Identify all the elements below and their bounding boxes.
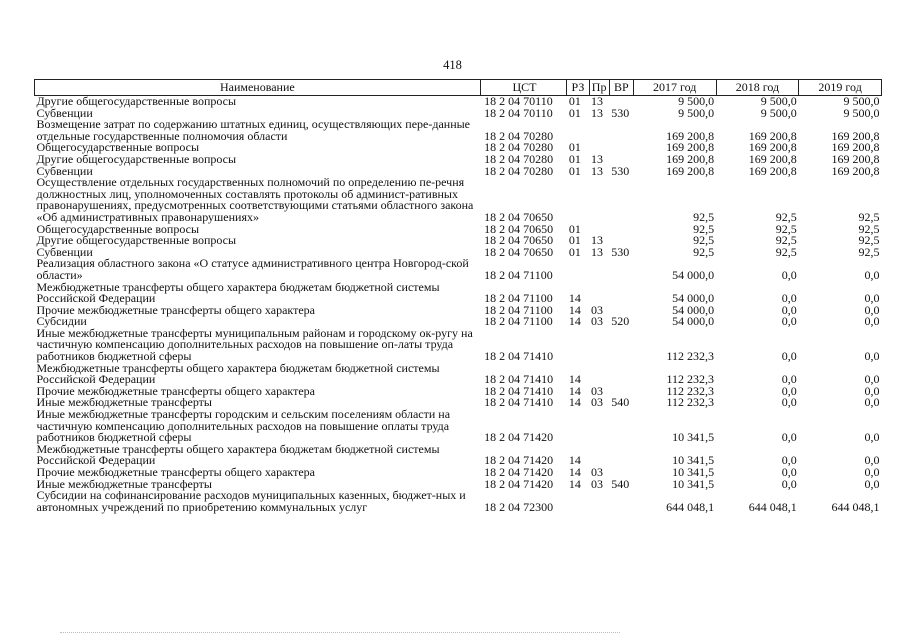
column-header-cst: ЦСТ [480, 80, 567, 96]
column-header-pr: Пр [589, 80, 609, 96]
row-value-2019: 169 200,8 [831, 163, 880, 178]
row-name: Другие общегосударственные вопросы [36, 94, 237, 108]
row-rz [567, 409, 589, 444]
row-value-2017: 169 200,8 [666, 151, 715, 166]
row-rz: 01 [568, 105, 581, 120]
row-value-2018: 169 200,8 [748, 140, 797, 155]
row-value-2018: 0,0 [781, 372, 797, 387]
row-rz: 01 [568, 233, 581, 248]
row-cst: 18 2 04 71100 [484, 314, 553, 329]
column-header-2017: 2017 год [633, 80, 716, 96]
table-row [35, 444, 882, 467]
row-value-2017: 9 500,0 [678, 94, 715, 108]
row-pr [589, 490, 609, 513]
row-cst: 18 2 04 71420 [484, 465, 554, 479]
table-row [35, 96, 882, 108]
row-pr: 03 [591, 302, 604, 317]
row-cst: 18 2 04 70110 [484, 94, 553, 108]
row-rz: 14 [568, 453, 581, 468]
row-value-2018: 92,5 [775, 244, 797, 259]
row-cst: 18 2 04 71100 [484, 302, 553, 317]
row-value-2018: 0,0 [781, 267, 797, 282]
row-pr: 13 [591, 151, 604, 166]
row-value-2018: 0,0 [781, 383, 797, 398]
table-row [35, 409, 882, 444]
row-vr [609, 224, 633, 236]
row-value-2019: 644 048,1 [831, 499, 880, 514]
row-name: Субвенции [36, 163, 93, 178]
row-rz: 14 [568, 372, 581, 387]
row-value-2019: 0,0 [864, 476, 880, 491]
row-value-2017: 169 200,8 [666, 140, 715, 155]
row-name: Иные межбюджетные трансферты городским и сельским поселениям области на частичную компенсацию дополнительных расходов на повышение оплаты труда работников бюджетной сферы [36, 407, 451, 445]
row-value-2018: 0,0 [781, 302, 797, 317]
row-value-2017: 112 232,3 [666, 383, 715, 398]
row-value-2019: 92,5 [858, 221, 880, 236]
row-name: Межбюджетные трансферты общего характера бюджетам бюджетной системы Российской Федерации [36, 441, 440, 468]
row-value-2019: 0,0 [864, 267, 880, 282]
row-name: Иные межбюджетные трансферты муниципальным районам и городскому ок-ругу на частичную компенсацию дополнительных расходов на повышение оп-латы труда работников бюджетной сферы [36, 325, 473, 364]
row-value-2018: 0,0 [781, 465, 797, 479]
column-header-name: Наименование [35, 80, 481, 96]
row-value-2017: 10 341,5 [672, 465, 715, 479]
row-value-2017: 644 048,1 [666, 499, 715, 514]
row-vr [609, 177, 633, 223]
row-rz [567, 328, 589, 363]
row-name: Другие общегосударственные вопросы [36, 151, 237, 166]
row-value-2019: 169 200,8 [831, 151, 880, 166]
row-rz: 14 [568, 291, 581, 306]
row-vr [609, 490, 633, 513]
row-cst: 18 2 04 71420 [484, 453, 554, 468]
column-header-rz: РЗ [567, 80, 589, 96]
row-cst: 18 2 04 70650 [484, 221, 554, 236]
row-value-2018: 0,0 [781, 430, 797, 445]
table-row [35, 490, 882, 513]
row-cst: 18 2 04 71410 [484, 349, 554, 364]
row-vr: 530 [611, 163, 630, 178]
row-vr: 520 [611, 314, 630, 329]
row-rz: 14 [568, 476, 581, 491]
row-pr [589, 409, 609, 444]
row-name: Общегосударственные вопросы [36, 221, 200, 236]
row-value-2018: 169 200,8 [748, 151, 797, 166]
row-rz: 01 [568, 221, 581, 236]
row-value-2019: 92,5 [858, 244, 880, 259]
row-rz [567, 119, 589, 142]
row-vr [609, 363, 633, 386]
row-value-2017: 54 000,0 [672, 302, 715, 317]
row-name: Осуществление отдельных государственных полномочий по определению пе-речня должностных лиц, уполномоченных составлять протоколы об админист-ративных правонарушениях, предусмотренных соответствующими статьями областного закона «Об административных правонарушениях» [36, 175, 474, 224]
row-name: Межбюджетные трансферты общего характера бюджетам бюджетной системы Российской Федерации [36, 279, 440, 306]
row-value-2017: 112 232,3 [666, 349, 715, 364]
row-value-2018: 0,0 [781, 395, 797, 410]
row-pr: 03 [591, 476, 604, 491]
row-value-2019: 9 500,0 [843, 105, 880, 120]
row-pr: 03 [591, 465, 604, 479]
row-value-2019: 0,0 [864, 395, 880, 410]
row-cst: 18 2 04 70650 [484, 244, 554, 259]
row-rz: 14 [568, 395, 581, 410]
row-value-2018: 92,5 [775, 209, 797, 224]
row-vr [609, 328, 633, 363]
row-value-2017: 92,5 [693, 233, 715, 248]
column-header-vr: ВР [609, 80, 633, 96]
row-rz: 14 [568, 465, 581, 479]
row-value-2019: 0,0 [864, 383, 880, 398]
row-value-2019: 9 500,0 [843, 94, 880, 108]
row-rz [567, 490, 589, 513]
row-rz [567, 258, 589, 281]
row-value-2019: 169 200,8 [831, 140, 880, 155]
table-row [35, 119, 882, 142]
row-value-2018: 92,5 [775, 233, 797, 248]
table-row [35, 305, 882, 317]
row-cst: 18 2 04 70280 [484, 163, 554, 178]
row-value-2017: 54 000,0 [672, 291, 715, 306]
row-name: Прочие межбюджетные трансферты общего характера [36, 465, 315, 479]
row-value-2018: 169 200,8 [748, 163, 797, 178]
row-name: Субвенции [36, 244, 93, 259]
row-rz: 14 [568, 302, 581, 317]
row-cst: 18 2 04 70650 [484, 233, 554, 248]
row-rz: 01 [568, 151, 581, 166]
row-value-2019: 0,0 [864, 302, 880, 317]
row-pr: 13 [591, 163, 604, 178]
row-value-2019: 169 200,8 [831, 128, 880, 143]
row-value-2017: 54 000,0 [672, 314, 715, 329]
row-rz [567, 177, 589, 223]
row-value-2019: 0,0 [864, 372, 880, 387]
row-value-2017: 112 232,3 [666, 395, 715, 410]
row-pr: 13 [591, 94, 604, 108]
table-row [35, 258, 882, 281]
row-vr: 540 [611, 476, 630, 491]
table-body [35, 96, 882, 514]
row-value-2018: 644 048,1 [748, 499, 797, 514]
row-value-2018: 0,0 [781, 291, 797, 306]
row-vr [609, 119, 633, 142]
row-value-2019: 0,0 [864, 349, 880, 364]
row-name: Возмещение затрат по содержанию штатных единиц, осуществляющих пере-данные отдельные государственные полномочия области [36, 117, 471, 143]
row-name: Другие общегосударственные вопросы [36, 233, 237, 248]
row-value-2018: 9 500,0 [760, 94, 797, 108]
row-value-2019: 92,5 [858, 209, 880, 224]
row-value-2018: 0,0 [781, 476, 797, 491]
row-name: Прочие межбюджетные трансферты общего характера [36, 383, 315, 398]
row-name: Общегосударственные вопросы [36, 140, 200, 155]
row-pr [589, 119, 609, 142]
row-value-2018: 0,0 [781, 349, 797, 364]
row-value-2018: 169 200,8 [748, 128, 797, 143]
budget-table [34, 79, 882, 513]
row-vr [609, 142, 633, 154]
row-value-2018: 92,5 [775, 221, 797, 236]
page-number: 418 [443, 58, 462, 72]
row-value-2017: 169 200,8 [666, 163, 715, 178]
row-name: Прочие межбюджетные трансферты общего характера [36, 302, 315, 317]
row-cst: 18 2 04 70280 [484, 128, 554, 143]
row-rz: 01 [568, 163, 581, 178]
row-cst: 18 2 04 71100 [484, 267, 553, 282]
row-name: Субсидии [36, 314, 87, 329]
row-value-2017: 92,5 [693, 221, 715, 236]
row-vr: 530 [611, 244, 630, 259]
row-value-2018: 0,0 [781, 453, 797, 468]
row-rz: 14 [568, 314, 581, 329]
row-value-2019: 0,0 [864, 314, 880, 329]
row-cst: 18 2 04 70280 [484, 151, 554, 166]
table-row [35, 363, 882, 386]
row-vr: 530 [611, 105, 630, 120]
row-pr: 03 [591, 314, 604, 329]
row-rz: 01 [568, 140, 581, 155]
row-name: Реализация областного закона «О статусе административного центра Новгород-ской области» [36, 256, 469, 282]
row-vr [609, 444, 633, 467]
row-pr [589, 177, 609, 223]
row-value-2017: 169 200,8 [666, 128, 715, 143]
row-cst: 18 2 04 71410 [484, 395, 554, 410]
row-pr: 03 [591, 383, 604, 398]
row-name: Иные межбюджетные трансферты [36, 395, 212, 410]
row-value-2019: 0,0 [864, 453, 880, 468]
row-vr: 540 [611, 395, 630, 410]
row-pr [589, 444, 609, 467]
row-cst: 18 2 04 71100 [484, 291, 553, 306]
row-cst: 18 2 04 71410 [484, 372, 554, 387]
row-value-2019: 0,0 [864, 430, 880, 445]
row-value-2017: 9 500,0 [678, 105, 715, 120]
table-row [35, 177, 882, 223]
row-cst: 18 2 04 72300 [484, 499, 554, 514]
column-header-2019: 2019 год [799, 80, 882, 96]
row-pr: 13 [591, 233, 604, 248]
row-pr [589, 282, 609, 305]
row-rz: 01 [568, 94, 581, 108]
row-value-2019: 92,5 [858, 233, 880, 248]
row-rz: 01 [568, 244, 581, 259]
row-cst: 18 2 04 71420 [484, 430, 554, 445]
row-cst: 18 2 04 70110 [484, 105, 553, 120]
column-header-2018: 2018 год [716, 80, 799, 96]
table-row [35, 328, 882, 363]
row-value-2017: 10 341,5 [672, 476, 715, 491]
scan-artifact-line [60, 632, 620, 636]
table-row [35, 282, 882, 305]
table-row [35, 235, 882, 247]
row-pr: 13 [591, 105, 604, 120]
row-name: Межбюджетные трансферты общего характера бюджетам бюджетной системы Российской Федерации [36, 360, 440, 387]
row-value-2017: 92,5 [693, 244, 715, 259]
row-value-2017: 54 000,0 [672, 267, 715, 282]
row-value-2019: 0,0 [864, 291, 880, 306]
row-pr [589, 363, 609, 386]
row-vr [609, 282, 633, 305]
row-pr: 03 [591, 395, 604, 410]
row-value-2017: 92,5 [693, 209, 715, 224]
row-cst: 18 2 04 71420 [484, 476, 554, 491]
row-value-2018: 9 500,0 [760, 105, 797, 120]
row-value-2017: 112 232,3 [666, 372, 715, 387]
row-name: Субвенции [36, 105, 93, 120]
row-pr [589, 328, 609, 363]
row-name: Субсидии на софинансирование расходов муниципальных казенных, бюджет-ных и автономных учреждений по приобретению коммунальных услуг [36, 488, 466, 514]
row-cst: 18 2 04 71410 [484, 383, 554, 398]
row-cst: 18 2 04 70280 [484, 140, 554, 155]
row-value-2017: 10 341,5 [672, 453, 715, 468]
row-cst: 18 2 04 70650 [484, 209, 554, 224]
row-name: Иные межбюджетные трансферты [36, 476, 212, 491]
row-vr [609, 258, 633, 281]
row-rz: 14 [568, 383, 581, 398]
row-vr [609, 409, 633, 444]
row-value-2018: 0,0 [781, 314, 797, 329]
row-value-2019: 0,0 [864, 465, 880, 479]
row-pr [589, 258, 609, 281]
row-value-2017: 10 341,5 [672, 430, 715, 445]
row-pr: 13 [591, 244, 604, 259]
